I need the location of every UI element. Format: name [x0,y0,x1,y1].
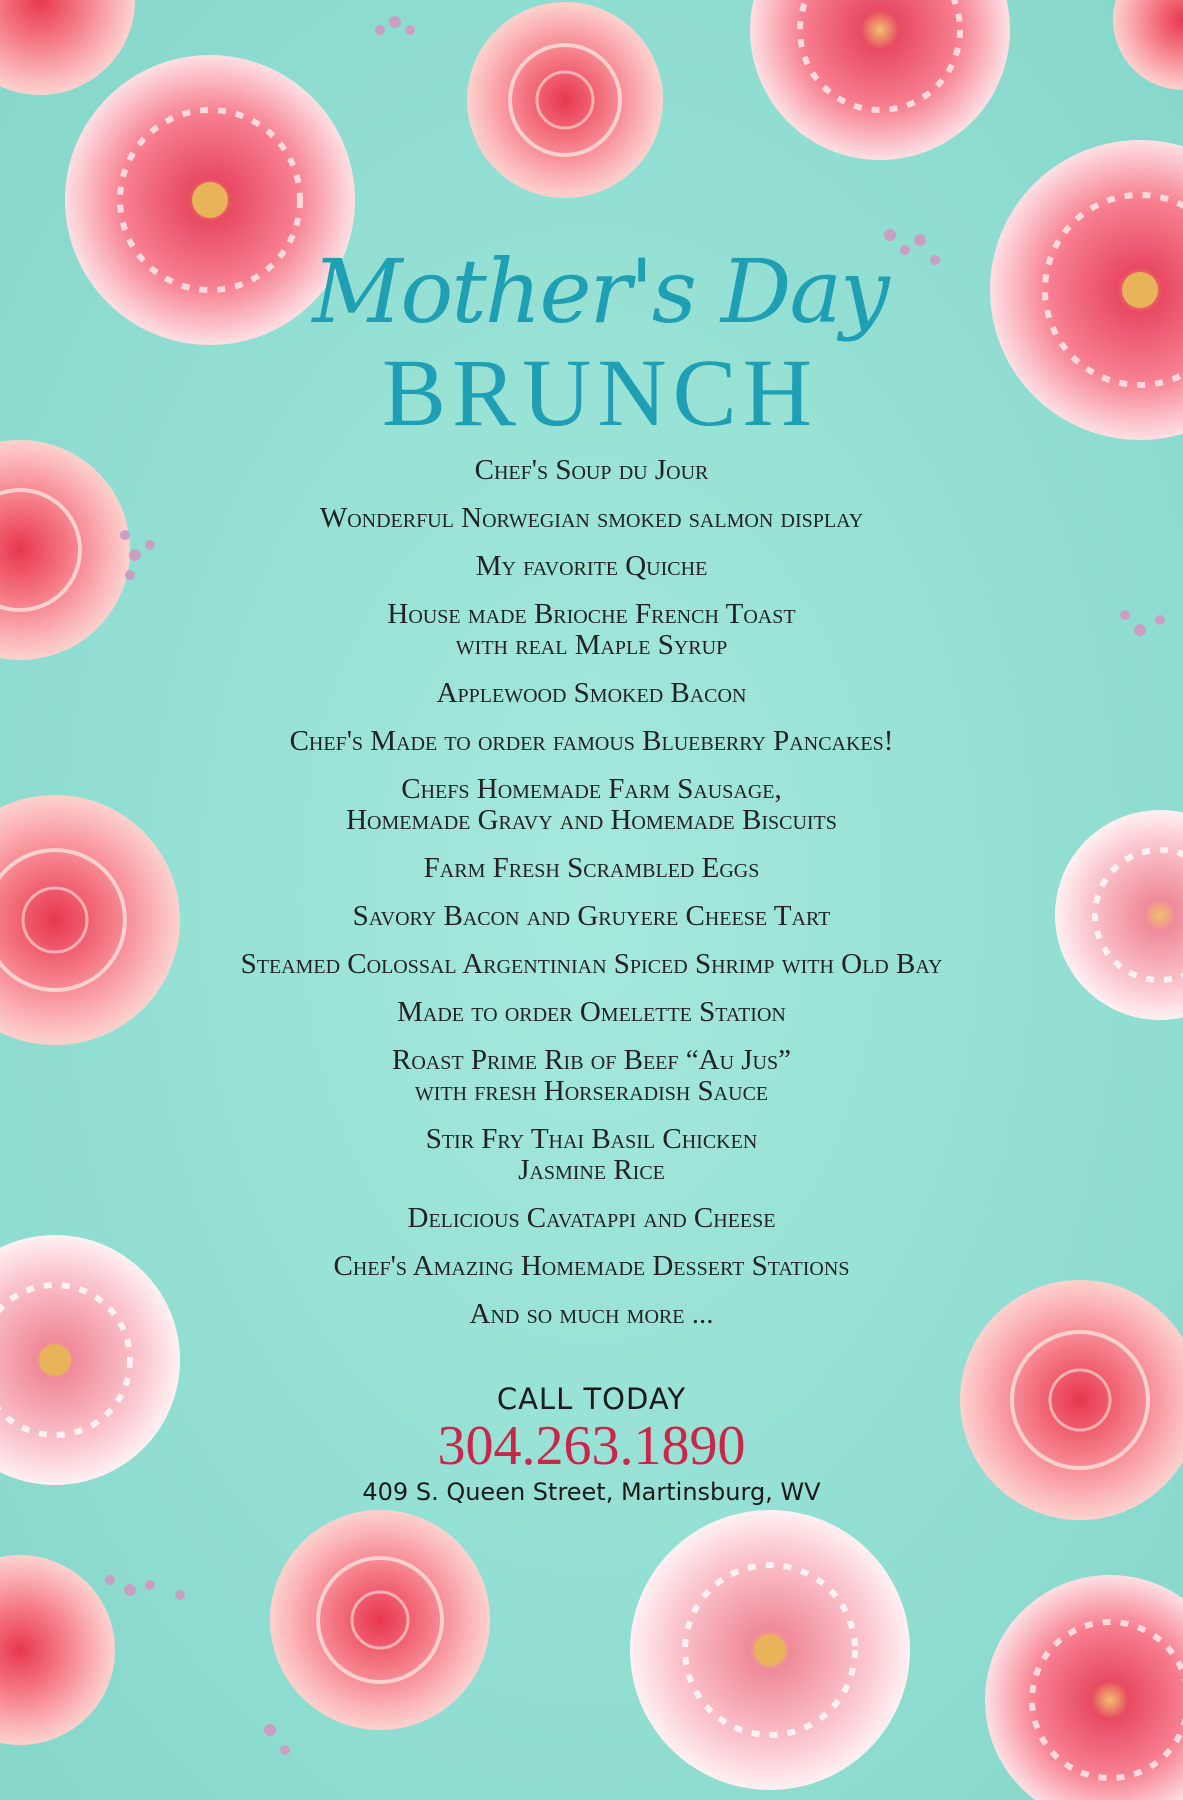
menu-item-line1: Chefs Homemade Farm Sausage, [401,773,782,805]
menu-item [120,551,1063,582]
menu-item-line1: And so much more ... [469,1298,714,1330]
dahlia-bottom-right [985,1575,1183,1800]
title-script: Mother's Day [312,240,888,343]
dahlia-right-middle [1055,810,1183,1020]
menu-item [120,1203,1063,1234]
menu-item-line1: Farm Fresh Scrambled Eggs [423,852,760,884]
dahlia-top-right [750,0,1010,160]
menu-item-line1: My favorite Quiche [475,550,708,582]
rose-top-left-corner [0,0,135,95]
menu-item [120,1299,1063,1330]
menu-item [120,901,1063,932]
menu-item-line1: Delicious Cavatappi and Cheese [407,1202,776,1234]
menu-item-line1: Made to order Omelette Station [397,996,786,1028]
menu-item [120,997,1063,1028]
menu-item-line2: with real Maple Syrup [455,629,728,661]
menu-item-line1: Chef's Made to order famous Blueberry Pancakes! [289,725,894,757]
menu-item-line1: Chef's Soup du Jour [474,454,709,486]
menu-item-line1: Chef's Amazing Homemade Dessert Stations [333,1250,850,1282]
menu-item-line1: Stir Fry Thai Basil Chicken [425,1123,758,1155]
menu-item-line1: Wonderful Norwegian smoked salmon display [319,502,864,534]
menu-item-line2: Homemade Gravy and Homemade Biscuits [346,804,837,836]
menu-item [120,599,1063,661]
rose-top-right-corner [1113,0,1183,90]
menu-item [120,1124,1063,1186]
title-main: BRUNCH [381,339,819,446]
dahlia-right-upper [990,140,1183,440]
menu-item [120,678,1063,709]
menu-item-line1: Roast Prime Rib of Beef “Au Jus” [392,1044,791,1076]
rose-bottom-left-corner [0,1555,115,1745]
menu-item-line2: Jasmine Rice [518,1154,665,1186]
menu-list [120,455,1063,1347]
menu-item-line2: with fresh Horseradish Sauce [414,1075,769,1107]
menu-item-line1: Savory Bacon and Gruyere Cheese Tart [352,900,831,932]
menu-item-line1: House made Brioche French Toast [387,598,796,630]
menu-item [120,726,1063,757]
menu-item [120,503,1063,534]
menu-item [120,1251,1063,1282]
menu-item [120,774,1063,836]
dahlia-bottom-center [630,1510,910,1790]
menu-item [120,455,1063,486]
phone-number[interactable]: 304.263.1890 [437,1415,746,1477]
menu-item-line1: Steamed Colossal Argentinian Spiced Shrimp with Old Bay [240,948,943,980]
rose-top-center [467,2,663,198]
menu-item-line1: Applewood Smoked Bacon [436,677,747,709]
menu-item [120,853,1063,884]
rose-left-upper [0,440,130,660]
menu-item [120,1045,1063,1107]
rose-bottom-left [270,1510,490,1730]
call-today-label: CALL TODAY [496,1382,687,1416]
address: 409 S. Queen Street, Martinsburg, WV [362,1478,821,1506]
menu-item [120,949,1063,980]
